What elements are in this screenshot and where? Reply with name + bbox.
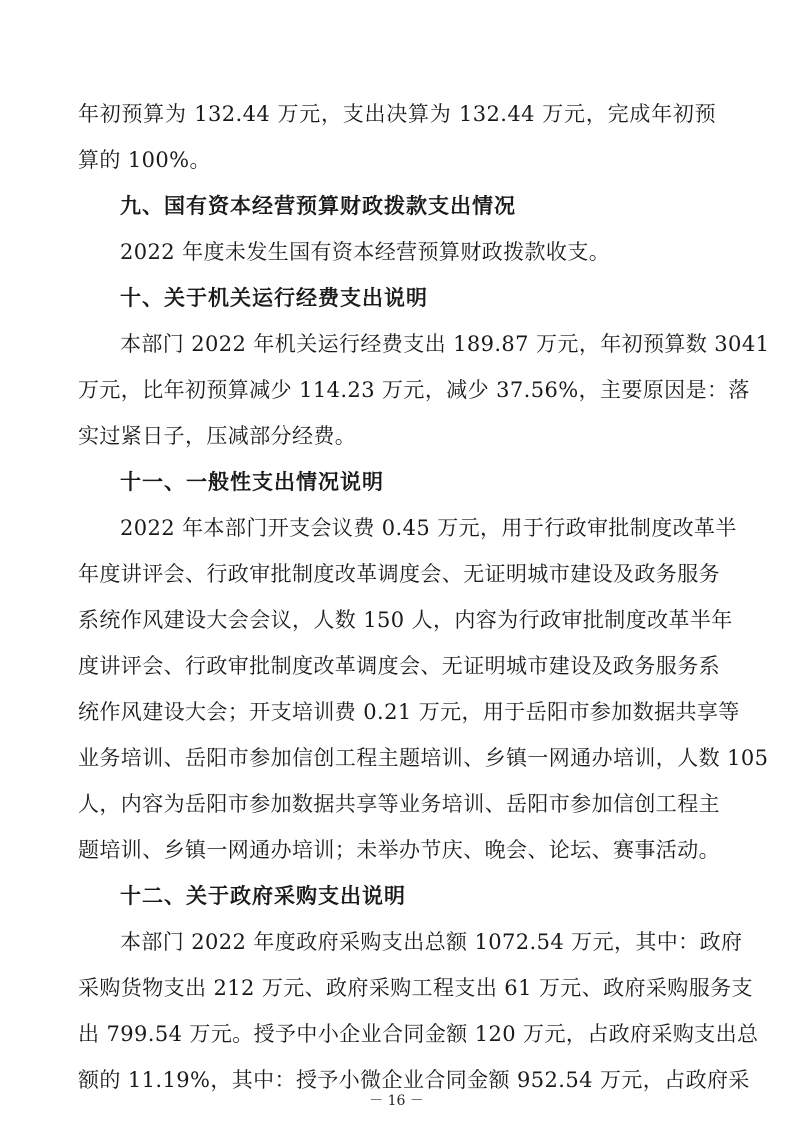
paragraph-line: 年初预算为 132.44 万元，支出决算为 132.44 万元，完成年初预	[78, 102, 716, 126]
paragraph-line: 算的 100%。	[78, 148, 211, 172]
paragraph-line: 额的 11.19%，其中：授予小微企业合同金额 952.54 万元，占政府采	[78, 1068, 750, 1092]
paragraph-line: 统作风建设大会；开支培训费 0.21 万元，用于岳阳市参加数据共享等	[78, 700, 740, 724]
paragraph-line: 实过紧日子，压减部分经费。	[78, 424, 357, 448]
document-page	[78, 0, 770, 1122]
paragraph-line: 本部门 2022 年度政府采购支出总额 1072.54 万元，其中：政府	[120, 930, 743, 954]
paragraph-line: 系统作风建设大会会议，人数 150 人，内容为行政审批制度改革半年	[78, 608, 733, 632]
paragraph-line: 万元，比年初预算减少 114.23 万元，减少 37.56%，主要原因是：落	[78, 378, 750, 402]
page-number: － 16 －	[369, 1093, 424, 1109]
paragraph-line: 2022 年本部门开支会议费 0.45 万元，用于行政审批制度改革半	[120, 516, 737, 540]
section-heading-9: 九、国有资本经营预算财政拨款支出情况	[120, 194, 516, 218]
paragraph-line: 采购货物支出 212 万元、政府采购工程支出 61 万元、政府采购服务支	[78, 976, 753, 1000]
paragraph-line: 2022 年度未发生国有资本经营预算财政拨款收支。	[120, 240, 611, 264]
paragraph-line: 出 799.54 万元。授予中小企业合同金额 120 万元，占政府采购支出总	[78, 1022, 759, 1046]
paragraph-line: 人，内容为岳阳市参加数据共享等业务培训、岳阳市参加信创工程主	[78, 792, 720, 816]
paragraph-line: 本部门 2022 年机关运行经费支出 189.87 万元，年初预算数 3041	[120, 332, 770, 356]
paragraph-line: 业务培训、岳阳市参加信创工程主题培训、乡镇一网通办培训，人数 105	[78, 746, 769, 770]
section-heading-12: 十二、关于政府采购支出说明	[120, 884, 406, 908]
section-heading-11: 十一、一般性支出情况说明	[120, 470, 384, 494]
paragraph-line: 题培训、乡镇一网通办培训；未举办节庆、晚会、论坛、赛事活动。	[78, 838, 720, 862]
paragraph-line: 年度讲评会、行政审批制度改革调度会、无证明城市建设及政务服务	[78, 562, 720, 586]
section-heading-10: 十、关于机关运行经费支出说明	[120, 286, 428, 310]
paragraph-line: 度讲评会、行政审批制度改革调度会、无证明城市建设及政务服务系	[78, 654, 720, 678]
